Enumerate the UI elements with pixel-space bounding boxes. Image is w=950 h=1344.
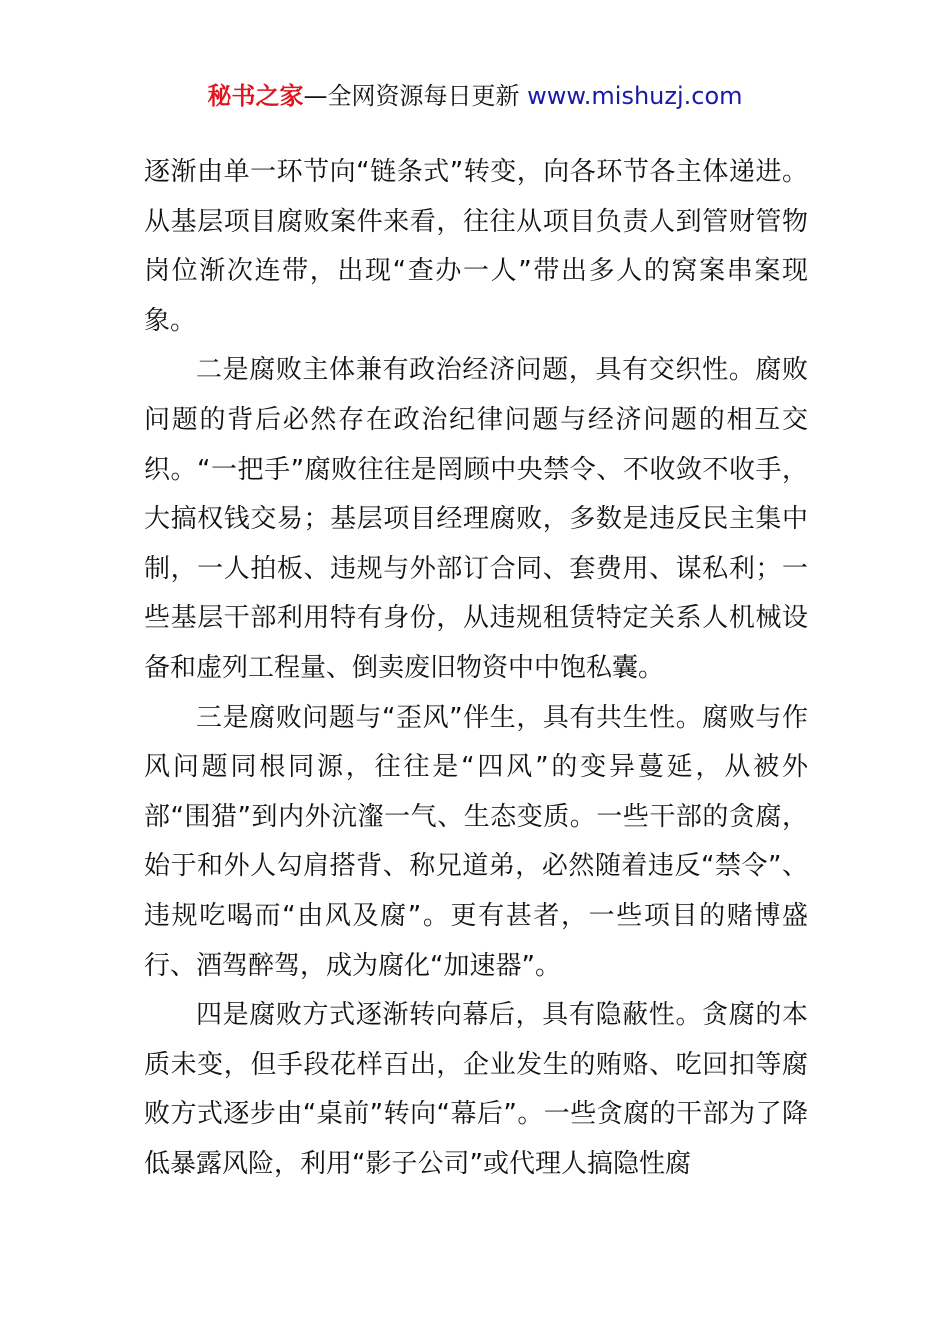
site-header bbox=[0, 80, 950, 112]
document-body bbox=[144, 148, 808, 1189]
paragraph-continued: 逐渐由单一环节向“链条式”转变，向各环节各主体递进。从基层项目腐败案件来看，往往从项目负责人到管财管物岗位渐次连带，出现“查办一人”带出多人的窝案串案现象。 bbox=[144, 157, 808, 336]
site-brand: 秘书之家 bbox=[207, 82, 304, 110]
site-url[interactable]: www.mishuzj.com bbox=[527, 82, 743, 110]
paragraph-point-three: 三是腐败问题与“歪风”伴生，具有共生性。腐败与作风问题同根同源，往往是“四风”的变异蔓延，从被外部“围猎”到内外沆瀣一气、生态变质。一些干部的贪腐，始于和外人勾肩搭背、称兄道弟，必然随着违反“禁令”、违规吃喝而“由风及腐”。更有甚者，一些项目的赌博盛行、酒驾醉驾，成为腐化“加速器”。 bbox=[144, 702, 808, 981]
paragraph-point-four: 四是腐败方式逐渐转向幕后，具有隐蔽性。贪腐的本质未变，但手段花样百出，企业发生的贿赂、吃回扣等腐败方式逐步由“桌前”转向“幕后”。一些贪腐的干部为了降低暴露风险，利用“影子公司”或代理人搞隐性腐 bbox=[144, 1000, 808, 1179]
site-tagline: —全网资源每日更新 bbox=[303, 82, 528, 110]
paragraph-point-two: 二是腐败主体兼有政治经济问题，具有交织性。腐败问题的背后必然存在政治纪律问题与经济问题的相互交织。“一把手”腐败往往是罔顾中央禁令、不收敛不收手，大搞权钱交易；基层项目经理腐败，多数是违反民主集中制，一人拍板、违规与外部订合同、套费用、谋私利；一些基层干部利用特有身份，从违规租赁特定关系人机械设备和虚列工程量、倒卖废旧物资中中饱私囊。 bbox=[144, 355, 808, 683]
